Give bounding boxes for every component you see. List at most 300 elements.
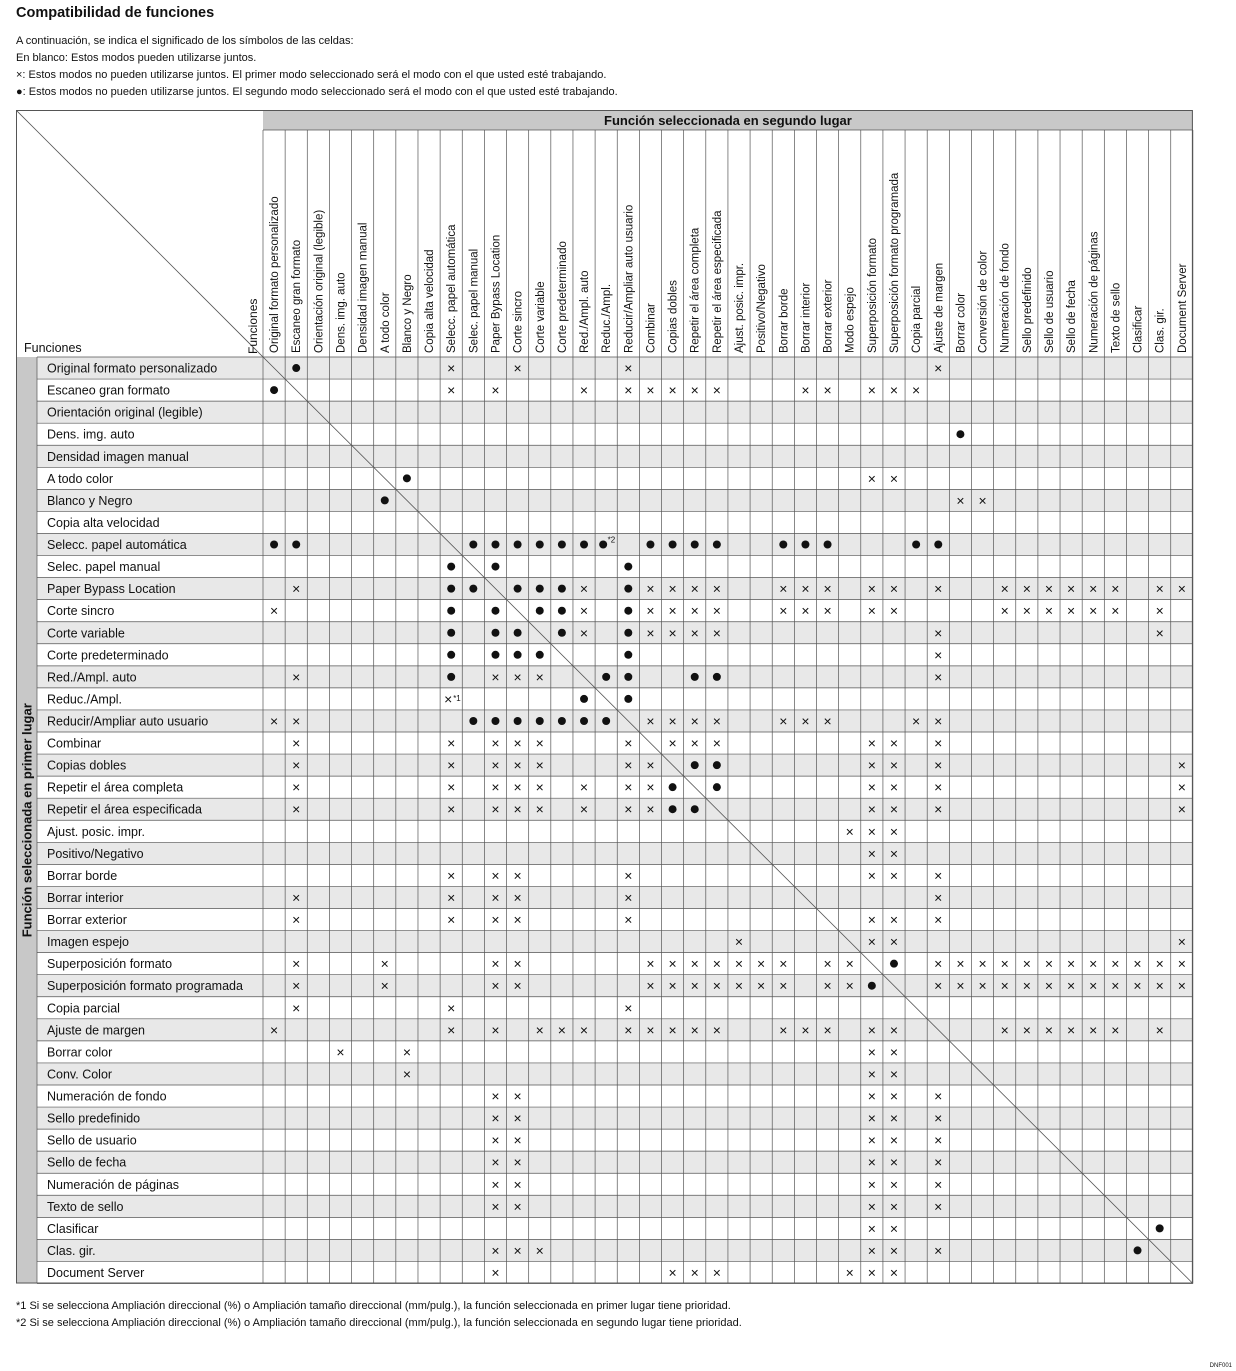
cell-cross: × — [867, 470, 876, 487]
cell-dot — [624, 585, 632, 593]
cell-cross: × — [292, 668, 301, 685]
column-header: Copias dobles — [667, 280, 680, 353]
cell-dot — [713, 541, 721, 549]
cell-cross: × — [447, 867, 456, 884]
cell-cross: × — [624, 1021, 633, 1038]
cell-cross: × — [690, 712, 699, 729]
cell-cross: × — [934, 757, 943, 774]
cell-cross: × — [867, 1220, 876, 1237]
row-label: Selec. papel manual — [47, 560, 161, 575]
cell-dot — [292, 364, 300, 372]
cell-cross: × — [690, 1021, 699, 1038]
cell-cross: × — [690, 580, 699, 597]
cell-cross: × — [801, 580, 810, 597]
cell-cross: × — [956, 492, 965, 509]
row-label: Borrar color — [47, 1045, 113, 1060]
cell-cross: × — [712, 955, 721, 972]
column-header: Selecc. papel automática — [446, 224, 459, 353]
cell-cross: × — [978, 977, 987, 994]
cell-cross: × — [867, 735, 876, 752]
cell-cross: × — [889, 1088, 899, 1105]
cell-dot — [713, 761, 721, 769]
cell-cross: × — [934, 1154, 943, 1171]
cell-dot — [469, 585, 477, 593]
cell-cross: × — [513, 867, 522, 884]
cell-cross: × — [934, 1110, 943, 1127]
cell-cross: × — [292, 779, 301, 796]
column-header: Blanco y Negro — [401, 274, 414, 353]
cell-cross: × — [624, 779, 633, 796]
cell-cross: × — [934, 779, 943, 796]
cell-cross: × — [491, 889, 500, 906]
cell-dot — [447, 607, 455, 615]
cell-dot — [624, 629, 632, 637]
cell-cross: × — [668, 1021, 677, 1038]
cell-cross: × — [491, 668, 500, 685]
cell-cross: × — [1044, 955, 1054, 972]
cell-cross: × — [579, 1021, 589, 1038]
cell-cross: × — [956, 977, 965, 994]
cell-cross: × — [646, 580, 655, 597]
column-header: Escaneo gran formato — [291, 239, 304, 353]
row-label: Clasificar — [47, 1221, 99, 1236]
cell-dot — [624, 651, 632, 659]
cell-cross: × — [624, 867, 633, 884]
cell-cross: × — [447, 889, 456, 906]
cell-cross: × — [1177, 779, 1186, 796]
cell-dot — [801, 541, 809, 549]
cell-cross: × — [867, 1088, 876, 1105]
corner-diagonal — [16, 110, 263, 357]
row-label: Texto de sello — [47, 1199, 124, 1214]
cell-cross: × — [491, 911, 500, 928]
cell-dot — [691, 761, 699, 769]
cell-dot — [1134, 1246, 1142, 1254]
column-header: Paper Bypass Location — [490, 234, 503, 353]
cell-cross: × — [867, 1176, 876, 1193]
cell-cross: × — [668, 712, 677, 729]
cell-cross: × — [779, 1021, 788, 1038]
column-header: Dens. img. auto — [335, 272, 348, 353]
row-stripe — [37, 578, 1193, 600]
cell-cross: × — [624, 889, 633, 906]
row-stripe — [37, 1195, 1193, 1217]
cell-cross: × — [889, 845, 899, 862]
row-label: Borrar exterior — [47, 913, 127, 928]
cell-dot — [514, 717, 522, 725]
cell-cross: × — [823, 712, 832, 729]
cell-cross: × — [535, 779, 544, 796]
cell-cross: × — [491, 1264, 500, 1281]
cell-cross: × — [1089, 580, 1098, 597]
cell-cross: × — [823, 1021, 832, 1038]
row-stripe — [37, 842, 1193, 864]
column-header: Ajuste de margen — [933, 262, 946, 353]
cell-cross: × — [292, 911, 301, 928]
cell-cross: × — [491, 867, 500, 884]
cell-dot — [624, 607, 632, 615]
cell-dot — [558, 717, 566, 725]
cell-cross: × — [513, 889, 522, 906]
cell-dot — [956, 430, 964, 438]
row-label: Combinar — [47, 736, 102, 751]
cell-dot — [381, 496, 389, 504]
cell-cross: × — [712, 624, 721, 641]
cell-footnote-ref: *2 — [607, 535, 616, 545]
row-label: Copia alta velocidad — [47, 515, 160, 530]
cell-cross: × — [292, 999, 301, 1016]
cell-cross: × — [491, 1176, 500, 1193]
cell-cross: × — [978, 955, 987, 972]
cell-cross: × — [624, 360, 633, 377]
cell-cross: × — [867, 580, 876, 597]
cell-cross: × — [889, 1220, 899, 1237]
header-first: Función seleccionada en primer lugar — [19, 703, 35, 938]
column-header: Reduc./Ampl. — [601, 283, 614, 353]
cell-dot — [624, 563, 632, 571]
cell-cross: × — [491, 1132, 500, 1149]
cell-cross: × — [867, 1264, 876, 1281]
cell-cross: × — [889, 779, 899, 796]
cell-cross: × — [779, 977, 788, 994]
cell-dot — [624, 695, 632, 703]
cell-cross: × — [867, 1242, 876, 1259]
cell-cross: × — [447, 360, 456, 377]
cell-dot — [491, 563, 499, 571]
cell-cross: × — [1067, 602, 1076, 619]
cell-dot — [669, 541, 677, 549]
cell-cross: × — [889, 1065, 899, 1082]
cell-cross: × — [889, 911, 899, 928]
column-header: Reducir/Ampliar auto usuario — [623, 204, 636, 353]
column-header: Numeración de fondo — [999, 243, 1012, 353]
cell-cross: × — [845, 823, 854, 840]
cell-cross: × — [1089, 955, 1098, 972]
figure-code: DNF001 — [1209, 1363, 1232, 1369]
cell-cross: × — [867, 1110, 876, 1127]
cell-cross: × — [1022, 602, 1031, 619]
column-header: Repetir el área especificada — [711, 210, 724, 353]
cell-cross: × — [668, 977, 677, 994]
cell-dot — [447, 651, 455, 659]
cell-cross: × — [646, 712, 655, 729]
cell-cross: × — [823, 977, 832, 994]
cell-cross: × — [513, 1154, 522, 1171]
cell-cross: × — [712, 1021, 721, 1038]
row-stripe — [37, 401, 1193, 423]
cell-dot — [536, 717, 544, 725]
row-stripe — [37, 622, 1193, 644]
cell-cross: × — [513, 757, 522, 774]
cell-cross: × — [491, 1110, 500, 1127]
cell-cross: × — [712, 580, 721, 597]
cell-dot — [691, 541, 699, 549]
cell-cross: × — [513, 668, 522, 685]
cell-cross: × — [867, 1021, 876, 1038]
cell-cross: × — [845, 1264, 854, 1281]
cell-cross: × — [734, 977, 744, 994]
cell-cross: × — [447, 1021, 456, 1038]
cell-cross: × — [1089, 1021, 1098, 1038]
cell-cross: × — [1089, 602, 1098, 619]
cell-cross: × — [757, 955, 766, 972]
cell-cross: × — [823, 382, 832, 399]
cell-cross: × — [269, 712, 279, 729]
row-label: Superposición formato programada — [47, 979, 243, 994]
cell-cross: × — [292, 712, 301, 729]
column-header: Borrar interior — [800, 282, 813, 353]
cell-cross: × — [867, 757, 876, 774]
row-label: Original formato personalizado — [47, 361, 218, 376]
cell-dot — [469, 717, 477, 725]
cell-cross: × — [801, 712, 810, 729]
cell-cross: × — [513, 1110, 522, 1127]
cell-cross: × — [1177, 933, 1186, 950]
cell-cross: × — [712, 712, 721, 729]
cell-cross: × — [1022, 1021, 1031, 1038]
cell-cross: × — [535, 757, 544, 774]
cell-cross: × — [690, 735, 699, 752]
cell-dot — [669, 805, 677, 813]
cell-dot — [558, 541, 566, 549]
row-label: Reduc./Ampl. — [47, 692, 123, 707]
column-header: Copia alta velocidad — [424, 249, 437, 353]
cell-dot — [514, 541, 522, 549]
footnote-2: *2 Si se selecciona Ampliación direccional (%) o Ampliación tamaño direccional (mm/pulg.), la función seleccionada en segundo lugar tiene prioridad. — [16, 1317, 742, 1329]
cell-cross: × — [889, 382, 899, 399]
row-stripe — [37, 1063, 1193, 1085]
cell-cross: × — [889, 735, 899, 752]
cell-cross: × — [690, 977, 699, 994]
cell-cross: × — [889, 1154, 899, 1171]
column-header: Densidad imagen manual — [357, 222, 370, 353]
cell-cross: × — [934, 580, 943, 597]
column-header: Document Server — [1176, 263, 1189, 353]
cell-cross: × — [447, 779, 456, 796]
cell-dot — [912, 541, 920, 549]
column-header: Corte sincro — [512, 291, 525, 353]
cell-cross: × — [823, 580, 832, 597]
cell-cross: × — [513, 1088, 522, 1105]
cell-dot — [624, 673, 632, 681]
cell-dot — [536, 651, 544, 659]
cell-cross: × — [668, 602, 677, 619]
cell-cross: × — [934, 1088, 943, 1105]
cell-dot — [558, 585, 566, 593]
cell-cross: × — [934, 1242, 943, 1259]
cell-cross: × — [444, 690, 453, 707]
cell-cross: × — [668, 624, 677, 641]
column-header: Borrar exterior — [822, 279, 835, 353]
cell-cross: × — [1111, 955, 1120, 972]
cell-cross: × — [934, 911, 943, 928]
cell-cross: × — [668, 955, 677, 972]
row-label: A todo color — [47, 471, 114, 486]
cell-cross: × — [889, 933, 899, 950]
column-header: Clas. gir. — [1154, 308, 1167, 353]
cell-cross: × — [1067, 955, 1076, 972]
cell-dot — [491, 629, 499, 637]
cell-cross: × — [845, 955, 854, 972]
cell-cross: × — [1111, 602, 1120, 619]
column-header: A todo color — [379, 292, 392, 353]
column-header: Borrar borde — [778, 288, 791, 353]
legend-intro: A continuación, se indica el significado de los símbolos de las celdas: — [16, 35, 354, 47]
cell-dot — [270, 541, 278, 549]
cell-cross: × — [690, 602, 699, 619]
row-stripe — [37, 489, 1193, 511]
cell-cross: × — [867, 779, 876, 796]
row-label: Corte sincro — [47, 604, 115, 619]
cell-cross: × — [402, 1065, 412, 1082]
cell-footnote-ref: *1 — [453, 693, 461, 703]
column-header: Copia parcial — [911, 285, 924, 353]
cell-dot — [447, 563, 455, 571]
cell-cross: × — [292, 977, 301, 994]
cell-dot — [491, 651, 499, 659]
row-label: Clas. gir. — [47, 1243, 96, 1258]
cell-cross: × — [690, 624, 699, 641]
cell-cross: × — [1155, 602, 1164, 619]
column-header: Repetir el área completa — [689, 227, 702, 353]
cell-dot — [270, 386, 278, 394]
cell-cross: × — [934, 1198, 943, 1215]
row-stripe — [37, 754, 1193, 776]
cell-cross: × — [867, 1132, 876, 1149]
cell-cross: × — [801, 602, 810, 619]
column-header: Conversión de color — [977, 250, 990, 353]
cell-cross: × — [779, 955, 788, 972]
cell-cross: × — [889, 1043, 899, 1060]
cell-cross: × — [447, 382, 456, 399]
cell-cross: × — [491, 1021, 500, 1038]
cell-cross: × — [1044, 1021, 1054, 1038]
row-label: Corte predeterminado — [47, 648, 169, 663]
cell-cross: × — [513, 1132, 522, 1149]
cell-cross: × — [292, 735, 301, 752]
cell-cross: × — [1044, 580, 1054, 597]
cell-cross: × — [1111, 977, 1120, 994]
row-label: Paper Bypass Location — [47, 582, 176, 597]
cell-cross: × — [491, 757, 500, 774]
cell-cross: × — [491, 735, 500, 752]
cell-cross: × — [624, 735, 633, 752]
cell-cross: × — [934, 712, 943, 729]
row-stripe — [37, 1151, 1193, 1173]
cell-cross: × — [867, 602, 876, 619]
column-header: Ajust. posic. impr. — [734, 262, 747, 353]
cell-cross: × — [1111, 1021, 1120, 1038]
row-stripe — [37, 1019, 1193, 1041]
cell-cross: × — [646, 1021, 655, 1038]
cell-dot — [890, 960, 898, 968]
cell-cross: × — [447, 911, 456, 928]
cell-cross: × — [668, 382, 677, 399]
row-label: Densidad imagen manual — [47, 449, 189, 464]
cell-cross: × — [956, 955, 965, 972]
row-label: Borrar interior — [47, 890, 124, 905]
column-header: Texto de sello — [1110, 282, 1123, 353]
cell-cross: × — [867, 911, 876, 928]
cell-cross: × — [823, 955, 832, 972]
cell-dot — [646, 541, 654, 549]
cell-dot — [580, 541, 588, 549]
cell-cross: × — [1177, 580, 1186, 597]
cell-cross: × — [513, 1242, 522, 1259]
cell-cross: × — [624, 801, 633, 818]
row-stripe — [37, 1239, 1193, 1261]
row-label: Numeración de páginas — [47, 1177, 180, 1192]
column-header: Superposición formato — [866, 237, 879, 353]
cell-cross: × — [779, 712, 788, 729]
row-label: Sello de fecha — [47, 1155, 127, 1170]
cell-cross: × — [535, 1242, 544, 1259]
cell-cross: × — [823, 602, 832, 619]
cell-cross: × — [934, 1176, 943, 1193]
corner-rows-label: Funciones — [24, 341, 82, 355]
cell-cross: × — [513, 801, 522, 818]
cell-cross: × — [889, 580, 899, 597]
cell-cross: × — [646, 977, 655, 994]
cell-cross: × — [934, 624, 943, 641]
cell-dot — [934, 541, 942, 549]
cell-cross: × — [912, 712, 921, 729]
row-stripe — [37, 666, 1193, 688]
row-label: Conv. Color — [47, 1067, 113, 1082]
cell-cross: × — [292, 757, 301, 774]
row-label: Orientación original (legible) — [47, 405, 203, 420]
row-label: Sello de usuario — [47, 1133, 137, 1148]
cell-cross: × — [491, 1154, 500, 1171]
row-label: Reducir/Ampliar auto usuario — [47, 714, 209, 729]
cell-cross: × — [668, 735, 677, 752]
cell-cross: × — [447, 735, 456, 752]
cell-cross: × — [801, 1021, 810, 1038]
column-header: Orientación original (legible) — [313, 209, 326, 353]
cell-cross: × — [712, 602, 721, 619]
cell-cross: × — [535, 801, 544, 818]
cell-dot — [599, 541, 607, 549]
cell-cross: × — [889, 602, 899, 619]
cell-cross: × — [889, 823, 899, 840]
row-label: Superposición formato — [47, 957, 173, 972]
cell-dot — [558, 607, 566, 615]
cell-cross: × — [934, 867, 943, 884]
row-label: Sello predefinido — [47, 1111, 141, 1126]
row-label: Numeración de fondo — [47, 1089, 167, 1104]
row-stripe — [37, 710, 1193, 732]
cell-cross: × — [712, 1264, 721, 1281]
cell-cross: × — [889, 470, 899, 487]
cell-cross: × — [513, 779, 522, 796]
cell-cross: × — [624, 911, 633, 928]
compatibility-matrix — [16, 110, 1196, 1290]
column-header: Corte variable — [534, 281, 547, 353]
row-stripe — [37, 798, 1193, 820]
cell-cross: × — [513, 911, 522, 928]
cell-cross: × — [912, 382, 921, 399]
row-label: Document Server — [47, 1265, 145, 1280]
cell-cross: × — [934, 668, 943, 685]
cell-cross: × — [402, 1043, 412, 1060]
cell-cross: × — [867, 1065, 876, 1082]
row-stripe — [37, 886, 1193, 908]
column-header: Selec. papel manual — [468, 248, 481, 353]
cell-cross: × — [292, 801, 301, 818]
column-header: Sello de usuario — [1043, 270, 1056, 353]
cell-cross: × — [579, 779, 589, 796]
cell-dot — [514, 651, 522, 659]
